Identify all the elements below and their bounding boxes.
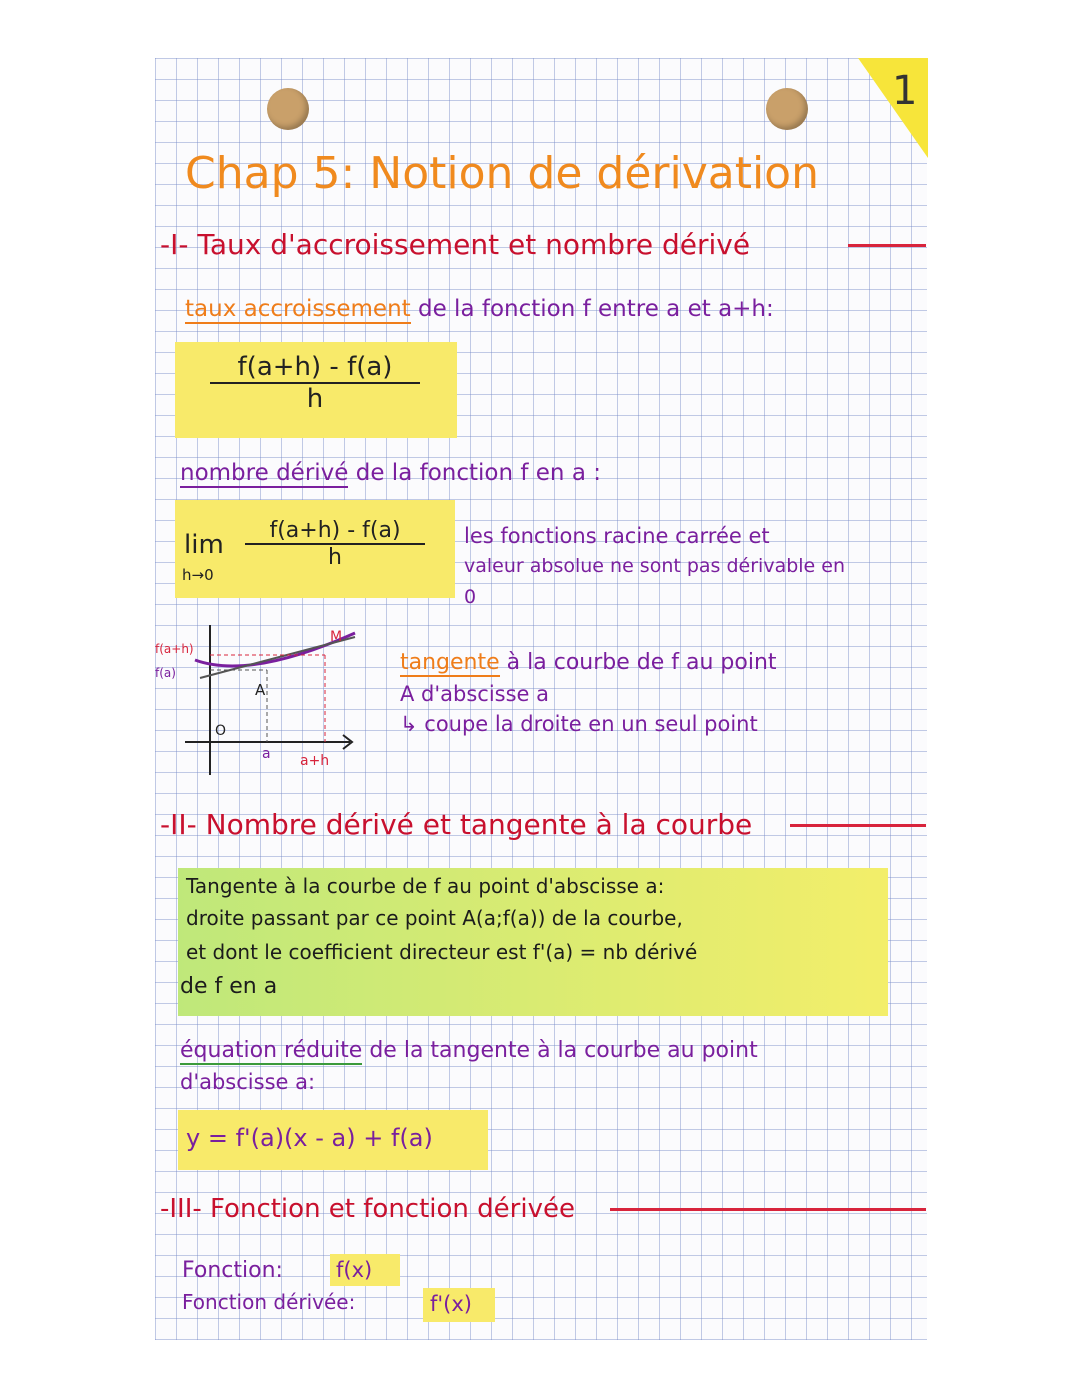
equation-line-2: d'abscisse a: <box>180 1070 316 1094</box>
section-3-rule <box>610 1208 926 1211</box>
label-fa: f(a) <box>155 666 176 680</box>
binder-hole-right <box>766 88 808 130</box>
note-line-3: 0 <box>464 586 477 608</box>
note-line-2: valeur absolue ne sont pas dérivable en <box>464 555 846 577</box>
section-3-heading: -III- Fonction et fonction dérivée <box>160 1194 575 1224</box>
function-label: Fonction: <box>182 1258 283 1283</box>
label-fah: f(a+h) <box>155 642 194 656</box>
derived-function-label: Fonction dérivée: <box>182 1290 356 1314</box>
taux-rest: de la fonction f entre a et a+h: <box>418 296 774 322</box>
tangent-rest: à la courbe de f au point <box>506 650 777 675</box>
def-line-1: Tangente à la courbe de f au point d'abscisse a: <box>186 874 665 898</box>
derived-function-value: f'(x) <box>430 1292 472 1316</box>
tangent-label: tangente <box>400 650 500 675</box>
section-1-heading: -I- Taux d'accroissement et nombre dérivé <box>160 228 751 261</box>
derive-denominator: h <box>328 545 342 570</box>
derive-label: nombre dérivé <box>180 460 349 486</box>
equation-rest: de la tangente à la courbe au point <box>369 1038 758 1063</box>
equation-line <box>180 1038 758 1063</box>
taux-numerator: f(a+h) - f(a) <box>210 352 420 384</box>
taux-denominator: h <box>306 384 324 414</box>
def-line-2: droite passant par ce point A(a;f(a)) de la courbe, <box>186 906 683 930</box>
section-2-rule <box>790 824 926 827</box>
def-line-4: de f en a <box>180 974 278 999</box>
binder-hole-left <box>267 88 309 130</box>
tangent-line-3: ↳ coupe la droite en un seul point <box>400 712 758 736</box>
section-2-heading: -II- Nombre dérivé et tangente à la courbe <box>160 808 753 841</box>
x-ah-label: a+h <box>300 753 330 769</box>
page-title: Chap 5: Notion de dérivation <box>185 148 819 199</box>
derive-rest: de la fonction f en a : <box>355 460 601 486</box>
section-1-rule <box>848 244 926 247</box>
limit-symbol: lim <box>184 530 224 560</box>
origin-label: O <box>215 723 227 739</box>
tangent-formula: y = f'(a)(x - a) + f(a) <box>186 1124 433 1152</box>
derive-fraction <box>245 518 425 570</box>
tangent-line-2: A d'abscisse a <box>400 682 550 706</box>
point-m-label: M <box>330 629 343 645</box>
taux-label: taux accroissement <box>185 296 411 322</box>
function-value: f(x) <box>336 1258 373 1282</box>
page-number: 1 <box>892 68 918 114</box>
equation-label: équation réduite <box>180 1038 363 1063</box>
tangent-line-1 <box>400 650 777 675</box>
x-a-label: a <box>262 746 271 762</box>
tangent-graph <box>155 615 365 780</box>
taux-line <box>185 296 774 322</box>
derive-line <box>180 460 601 486</box>
point-a-label: A <box>255 681 266 699</box>
taux-fraction <box>210 352 420 414</box>
derive-numerator: f(a+h) - f(a) <box>245 518 425 545</box>
def-line-3: et dont le coefficient directeur est f'(a) = nb dérivé <box>186 940 698 964</box>
limit-subscript: h→0 <box>182 566 214 584</box>
note-line-1: les fonctions racine carrée et <box>464 524 770 548</box>
